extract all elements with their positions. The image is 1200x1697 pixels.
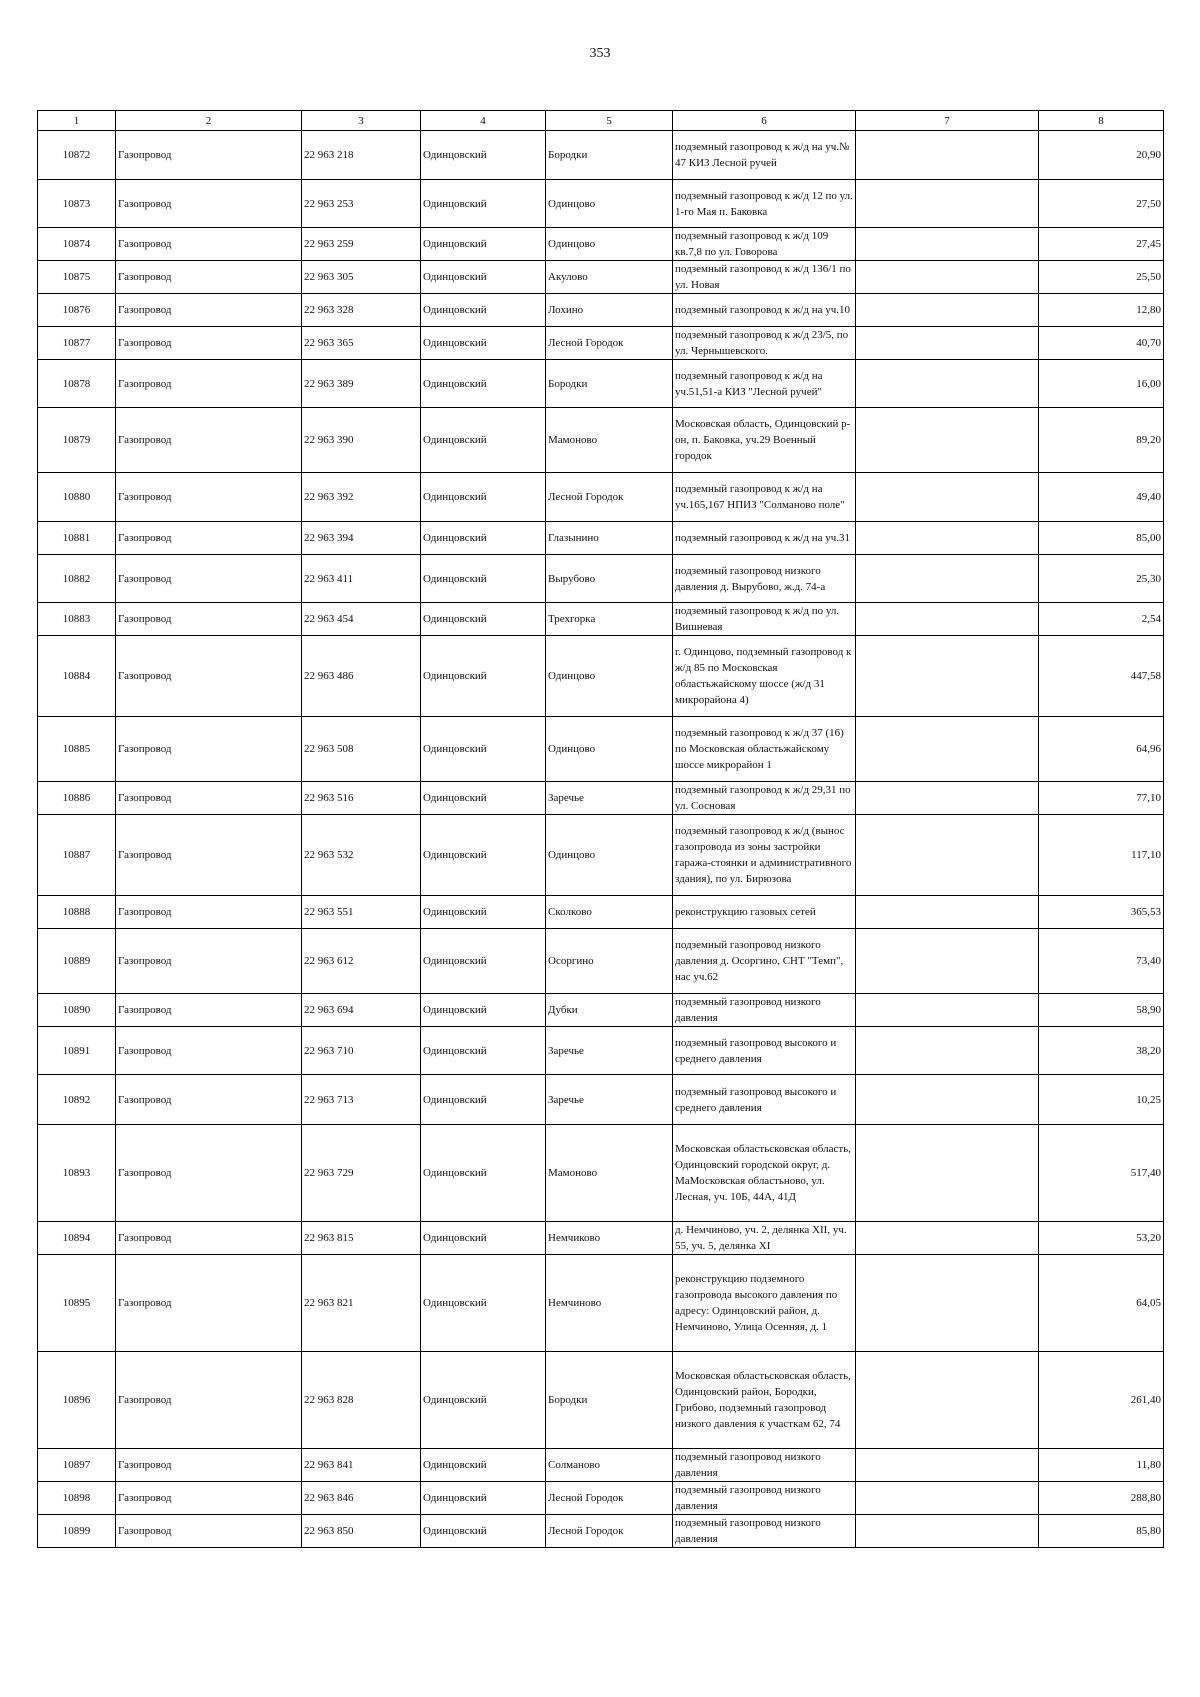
locality: Немчиново	[546, 1255, 673, 1352]
row-id: 10898	[38, 1482, 116, 1515]
object-code: 22 963 846	[302, 1482, 421, 1515]
column-7	[856, 929, 1039, 994]
description: реконструкцию подземного газопровода высокого давления по адресу: Одинцовский район, д. Немчиново, Улица Осенняя, д. 1	[673, 1255, 856, 1352]
locality: Акулово	[546, 261, 673, 294]
length-value: 27,50	[1039, 180, 1164, 228]
column-header: 7	[856, 111, 1039, 131]
table-row	[38, 1352, 1164, 1449]
column-7	[856, 1222, 1039, 1255]
district: Одинцовский	[421, 896, 546, 929]
length-value: 89,20	[1039, 408, 1164, 473]
row-id: 10875	[38, 261, 116, 294]
description: подземный газопровод к ж/д 37 (16) по Московская областьжайскому шоссе микрорайон 1	[673, 717, 856, 782]
table-row	[38, 815, 1164, 896]
object-type: Газопровод	[116, 717, 302, 782]
column-7	[856, 294, 1039, 327]
length-value: 85,00	[1039, 522, 1164, 555]
object-code: 22 963 713	[302, 1075, 421, 1125]
district: Одинцовский	[421, 782, 546, 815]
object-code: 22 963 815	[302, 1222, 421, 1255]
table-row	[38, 131, 1164, 180]
description: подземный газопровод высокого и среднего давления	[673, 1075, 856, 1125]
table-row	[38, 408, 1164, 473]
object-code: 22 963 508	[302, 717, 421, 782]
column-7	[856, 603, 1039, 636]
column-7	[856, 228, 1039, 261]
district: Одинцовский	[421, 1255, 546, 1352]
object-code: 22 963 694	[302, 994, 421, 1027]
length-value: 49,40	[1039, 473, 1164, 522]
length-value: 73,40	[1039, 929, 1164, 994]
locality: Заречье	[546, 782, 673, 815]
object-code: 22 963 841	[302, 1449, 421, 1482]
object-code: 22 963 821	[302, 1255, 421, 1352]
table-row	[38, 261, 1164, 294]
district: Одинцовский	[421, 1352, 546, 1449]
object-type: Газопровод	[116, 994, 302, 1027]
description: Московская областьсковская область, Одинцовский городской округ, д. МаМосковская областьново, ул. Лесная, уч. 10Б, 44А, 41Д	[673, 1125, 856, 1222]
table-row	[38, 603, 1164, 636]
column-7	[856, 1449, 1039, 1482]
locality: Лесной Городок	[546, 327, 673, 360]
locality: Лохино	[546, 294, 673, 327]
table-row	[38, 717, 1164, 782]
description: подземный газопровод низкого давления	[673, 1515, 856, 1548]
district: Одинцовский	[421, 180, 546, 228]
object-type: Газопровод	[116, 261, 302, 294]
description: подземный газопровод к ж/д на уч.165,167 НПИЗ "Солманово поле"	[673, 473, 856, 522]
length-value: 25,30	[1039, 555, 1164, 603]
length-value: 10,25	[1039, 1075, 1164, 1125]
description: подземный газопровод к ж/д (вынос газопровода из зоны застройки гаража-стоянки и административного здания), по ул. Бирюзова	[673, 815, 856, 896]
column-7	[856, 555, 1039, 603]
description: подземный газопровод к ж/д на уч.31	[673, 522, 856, 555]
column-7	[856, 1075, 1039, 1125]
description: реконструкцию газовых сетей	[673, 896, 856, 929]
locality: Одинцово	[546, 717, 673, 782]
locality: Лесной Городок	[546, 1482, 673, 1515]
description: подземный газопровод к ж/д по ул. Вишневая	[673, 603, 856, 636]
row-id: 10896	[38, 1352, 116, 1449]
row-id: 10892	[38, 1075, 116, 1125]
object-code: 22 963 259	[302, 228, 421, 261]
district: Одинцовский	[421, 1125, 546, 1222]
row-id: 10885	[38, 717, 116, 782]
row-id: 10881	[38, 522, 116, 555]
column-header: 5	[546, 111, 673, 131]
object-type: Газопровод	[116, 408, 302, 473]
length-value: 2,54	[1039, 603, 1164, 636]
object-code: 22 963 253	[302, 180, 421, 228]
description: Московская областьсковская область, Одинцовский район, Бородки, Грибово, подземный газопровод низкого давления к участкам 62, 74	[673, 1352, 856, 1449]
length-value: 365,53	[1039, 896, 1164, 929]
district: Одинцовский	[421, 815, 546, 896]
description: подземный газопровод к ж/д 109 кв.7,8 по ул. Говорова	[673, 228, 856, 261]
object-type: Газопровод	[116, 228, 302, 261]
district: Одинцовский	[421, 327, 546, 360]
column-7	[856, 360, 1039, 408]
object-code: 22 963 305	[302, 261, 421, 294]
description: подземный газопровод к ж/д на уч.51,51-а КИЗ "Лесной ручей"	[673, 360, 856, 408]
table-row	[38, 522, 1164, 555]
page-number: 353	[589, 46, 611, 61]
object-type: Газопровод	[116, 1482, 302, 1515]
column-7	[856, 180, 1039, 228]
table-row	[38, 1075, 1164, 1125]
column-7	[856, 1125, 1039, 1222]
row-id: 10877	[38, 327, 116, 360]
length-value: 288,80	[1039, 1482, 1164, 1515]
column-7	[856, 815, 1039, 896]
district: Одинцовский	[421, 408, 546, 473]
row-id: 10876	[38, 294, 116, 327]
row-id: 10887	[38, 815, 116, 896]
length-value: 16,00	[1039, 360, 1164, 408]
column-7	[856, 896, 1039, 929]
column-7	[856, 1027, 1039, 1075]
object-code: 22 963 516	[302, 782, 421, 815]
district: Одинцовский	[421, 261, 546, 294]
district: Одинцовский	[421, 555, 546, 603]
header-row	[38, 111, 1164, 131]
row-id: 10872	[38, 131, 116, 180]
locality: Бородки	[546, 1352, 673, 1449]
description: подземный газопровод к ж/д 23/5, по ул. Чернышевского.	[673, 327, 856, 360]
column-7	[856, 782, 1039, 815]
object-code: 22 963 454	[302, 603, 421, 636]
length-value: 12,80	[1039, 294, 1164, 327]
district: Одинцовский	[421, 522, 546, 555]
locality: Солманово	[546, 1449, 673, 1482]
object-type: Газопровод	[116, 1075, 302, 1125]
locality: Бородки	[546, 360, 673, 408]
locality: Вырубово	[546, 555, 673, 603]
object-code: 22 963 389	[302, 360, 421, 408]
table-row	[38, 180, 1164, 228]
description: подземный газопровод к ж/д на уч.10	[673, 294, 856, 327]
row-id: 10874	[38, 228, 116, 261]
description: подземный газопровод к ж/д 12 по ул. 1-го Мая п. Баковка	[673, 180, 856, 228]
description: г. Одинцово, подземный газопровод к ж/д 85 по Московская областьжайскому шоссе (ж/д 31 микрорайона 4)	[673, 636, 856, 717]
table-row	[38, 636, 1164, 717]
object-code: 22 963 486	[302, 636, 421, 717]
district: Одинцовский	[421, 1222, 546, 1255]
row-id: 10899	[38, 1515, 116, 1548]
row-id: 10889	[38, 929, 116, 994]
row-id: 10883	[38, 603, 116, 636]
locality: Немчиково	[546, 1222, 673, 1255]
locality: Заречье	[546, 1075, 673, 1125]
locality: Одинцово	[546, 228, 673, 261]
object-type: Газопровод	[116, 327, 302, 360]
locality: Дубки	[546, 994, 673, 1027]
locality: Мамоново	[546, 1125, 673, 1222]
length-value: 11,80	[1039, 1449, 1164, 1482]
description: подземный газопровод низкого давления	[673, 1482, 856, 1515]
column-header: 6	[673, 111, 856, 131]
object-code: 22 963 218	[302, 131, 421, 180]
object-type: Газопровод	[116, 360, 302, 408]
length-value: 27,45	[1039, 228, 1164, 261]
district: Одинцовский	[421, 228, 546, 261]
column-7	[856, 1482, 1039, 1515]
row-id: 10894	[38, 1222, 116, 1255]
object-type: Газопровод	[116, 555, 302, 603]
object-type: Газопровод	[116, 929, 302, 994]
description: подземный газопровод низкого давления д. Осоргино, СНТ "Темп", нас уч.62	[673, 929, 856, 994]
length-value: 447,58	[1039, 636, 1164, 717]
locality: Бородки	[546, 131, 673, 180]
table-row	[38, 360, 1164, 408]
object-type: Газопровод	[116, 131, 302, 180]
locality: Лесной Городок	[546, 473, 673, 522]
length-value: 58,90	[1039, 994, 1164, 1027]
description: подземный газопровод к ж/д 29,31 по ул. Сосновая	[673, 782, 856, 815]
column-7	[856, 994, 1039, 1027]
locality: Заречье	[546, 1027, 673, 1075]
column-7	[856, 408, 1039, 473]
length-value: 117,10	[1039, 815, 1164, 896]
object-type: Газопровод	[116, 1255, 302, 1352]
object-code: 22 963 394	[302, 522, 421, 555]
table-row	[38, 228, 1164, 261]
object-type: Газопровод	[116, 896, 302, 929]
column-header: 3	[302, 111, 421, 131]
column-header: 2	[116, 111, 302, 131]
row-id: 10897	[38, 1449, 116, 1482]
object-type: Газопровод	[116, 1027, 302, 1075]
length-value: 64,05	[1039, 1255, 1164, 1352]
description: д. Немчиново, уч. 2, делянка XII, уч. 55, уч. 5, делянка XI	[673, 1222, 856, 1255]
object-type: Газопровод	[116, 1352, 302, 1449]
column-7	[856, 327, 1039, 360]
locality: Одинцово	[546, 636, 673, 717]
table-row	[38, 1515, 1164, 1548]
table-row	[38, 1027, 1164, 1075]
object-type: Газопровод	[116, 1222, 302, 1255]
object-code: 22 963 828	[302, 1352, 421, 1449]
locality: Трехгорка	[546, 603, 673, 636]
table-row	[38, 473, 1164, 522]
description: подземный газопровод низкого давления	[673, 994, 856, 1027]
row-id: 10882	[38, 555, 116, 603]
object-type: Газопровод	[116, 294, 302, 327]
object-code: 22 963 392	[302, 473, 421, 522]
object-type: Газопровод	[116, 522, 302, 555]
object-type: Газопровод	[116, 1449, 302, 1482]
row-id: 10880	[38, 473, 116, 522]
object-type: Газопровод	[116, 782, 302, 815]
object-type: Газопровод	[116, 1515, 302, 1548]
column-header: 1	[38, 111, 116, 131]
column-7	[856, 261, 1039, 294]
length-value: 64,96	[1039, 717, 1164, 782]
locality: Осоргино	[546, 929, 673, 994]
district: Одинцовский	[421, 1075, 546, 1125]
registry-table	[37, 110, 1164, 1548]
district: Одинцовский	[421, 1482, 546, 1515]
table-row	[38, 896, 1164, 929]
row-id: 10884	[38, 636, 116, 717]
column-7	[856, 473, 1039, 522]
table-row	[38, 994, 1164, 1027]
district: Одинцовский	[421, 603, 546, 636]
column-header: 4	[421, 111, 546, 131]
length-value: 77,10	[1039, 782, 1164, 815]
object-code: 22 963 729	[302, 1125, 421, 1222]
column-7	[856, 131, 1039, 180]
locality: Мамоново	[546, 408, 673, 473]
row-id: 10891	[38, 1027, 116, 1075]
row-id: 10893	[38, 1125, 116, 1222]
locality: Одинцово	[546, 815, 673, 896]
district: Одинцовский	[421, 636, 546, 717]
row-id: 10886	[38, 782, 116, 815]
table-row	[38, 1125, 1164, 1222]
description: подземный газопровод к ж/д 136/1 по ул. Новая	[673, 261, 856, 294]
object-code: 22 963 328	[302, 294, 421, 327]
object-type: Газопровод	[116, 603, 302, 636]
table-row	[38, 782, 1164, 815]
table-row	[38, 294, 1164, 327]
locality: Глазынино	[546, 522, 673, 555]
district: Одинцовский	[421, 131, 546, 180]
length-value: 261,40	[1039, 1352, 1164, 1449]
object-code: 22 963 365	[302, 327, 421, 360]
length-value: 38,20	[1039, 1027, 1164, 1075]
object-type: Газопровод	[116, 815, 302, 896]
table-row	[38, 929, 1164, 994]
object-type: Газопровод	[116, 473, 302, 522]
object-code: 22 963 551	[302, 896, 421, 929]
table-row	[38, 1482, 1164, 1515]
district: Одинцовский	[421, 360, 546, 408]
locality: Одинцово	[546, 180, 673, 228]
table-row	[38, 1222, 1164, 1255]
row-id: 10890	[38, 994, 116, 1027]
table-row	[38, 327, 1164, 360]
table-row	[38, 1449, 1164, 1482]
object-code: 22 963 532	[302, 815, 421, 896]
object-type: Газопровод	[116, 180, 302, 228]
district: Одинцовский	[421, 1449, 546, 1482]
object-code: 22 963 850	[302, 1515, 421, 1548]
district: Одинцовский	[421, 1027, 546, 1075]
length-value: 53,20	[1039, 1222, 1164, 1255]
column-7	[856, 1515, 1039, 1548]
column-7	[856, 717, 1039, 782]
object-code: 22 963 612	[302, 929, 421, 994]
locality: Лесной Городок	[546, 1515, 673, 1548]
locality: Сколково	[546, 896, 673, 929]
length-value: 25,50	[1039, 261, 1164, 294]
length-value: 517,40	[1039, 1125, 1164, 1222]
object-type: Газопровод	[116, 1125, 302, 1222]
object-type: Газопровод	[116, 636, 302, 717]
description: подземный газопровод низкого давления д. Вырубово, ж.д. 74-а	[673, 555, 856, 603]
length-value: 40,70	[1039, 327, 1164, 360]
column-7	[856, 636, 1039, 717]
district: Одинцовский	[421, 1515, 546, 1548]
column-7	[856, 1352, 1039, 1449]
row-id: 10873	[38, 180, 116, 228]
district: Одинцовский	[421, 929, 546, 994]
row-id: 10895	[38, 1255, 116, 1352]
description: подземный газопровод к ж/д на уч.№ 47 КИЗ Лесной ручей	[673, 131, 856, 180]
column-7	[856, 522, 1039, 555]
district: Одинцовский	[421, 717, 546, 782]
column-header: 8	[1039, 111, 1164, 131]
district: Одинцовский	[421, 473, 546, 522]
length-value: 85,80	[1039, 1515, 1164, 1548]
district: Одинцовский	[421, 994, 546, 1027]
object-code: 22 963 411	[302, 555, 421, 603]
row-id: 10879	[38, 408, 116, 473]
description: подземный газопровод низкого давления	[673, 1449, 856, 1482]
object-code: 22 963 390	[302, 408, 421, 473]
description: Московская область, Одинцовский р-он, п. Баковка, уч.29 Военный городок	[673, 408, 856, 473]
description: подземный газопровод высокого и среднего давления	[673, 1027, 856, 1075]
object-code: 22 963 710	[302, 1027, 421, 1075]
row-id: 10878	[38, 360, 116, 408]
table-row	[38, 555, 1164, 603]
row-id: 10888	[38, 896, 116, 929]
table-row	[38, 1255, 1164, 1352]
length-value: 20,90	[1039, 131, 1164, 180]
column-7	[856, 1255, 1039, 1352]
district: Одинцовский	[421, 294, 546, 327]
